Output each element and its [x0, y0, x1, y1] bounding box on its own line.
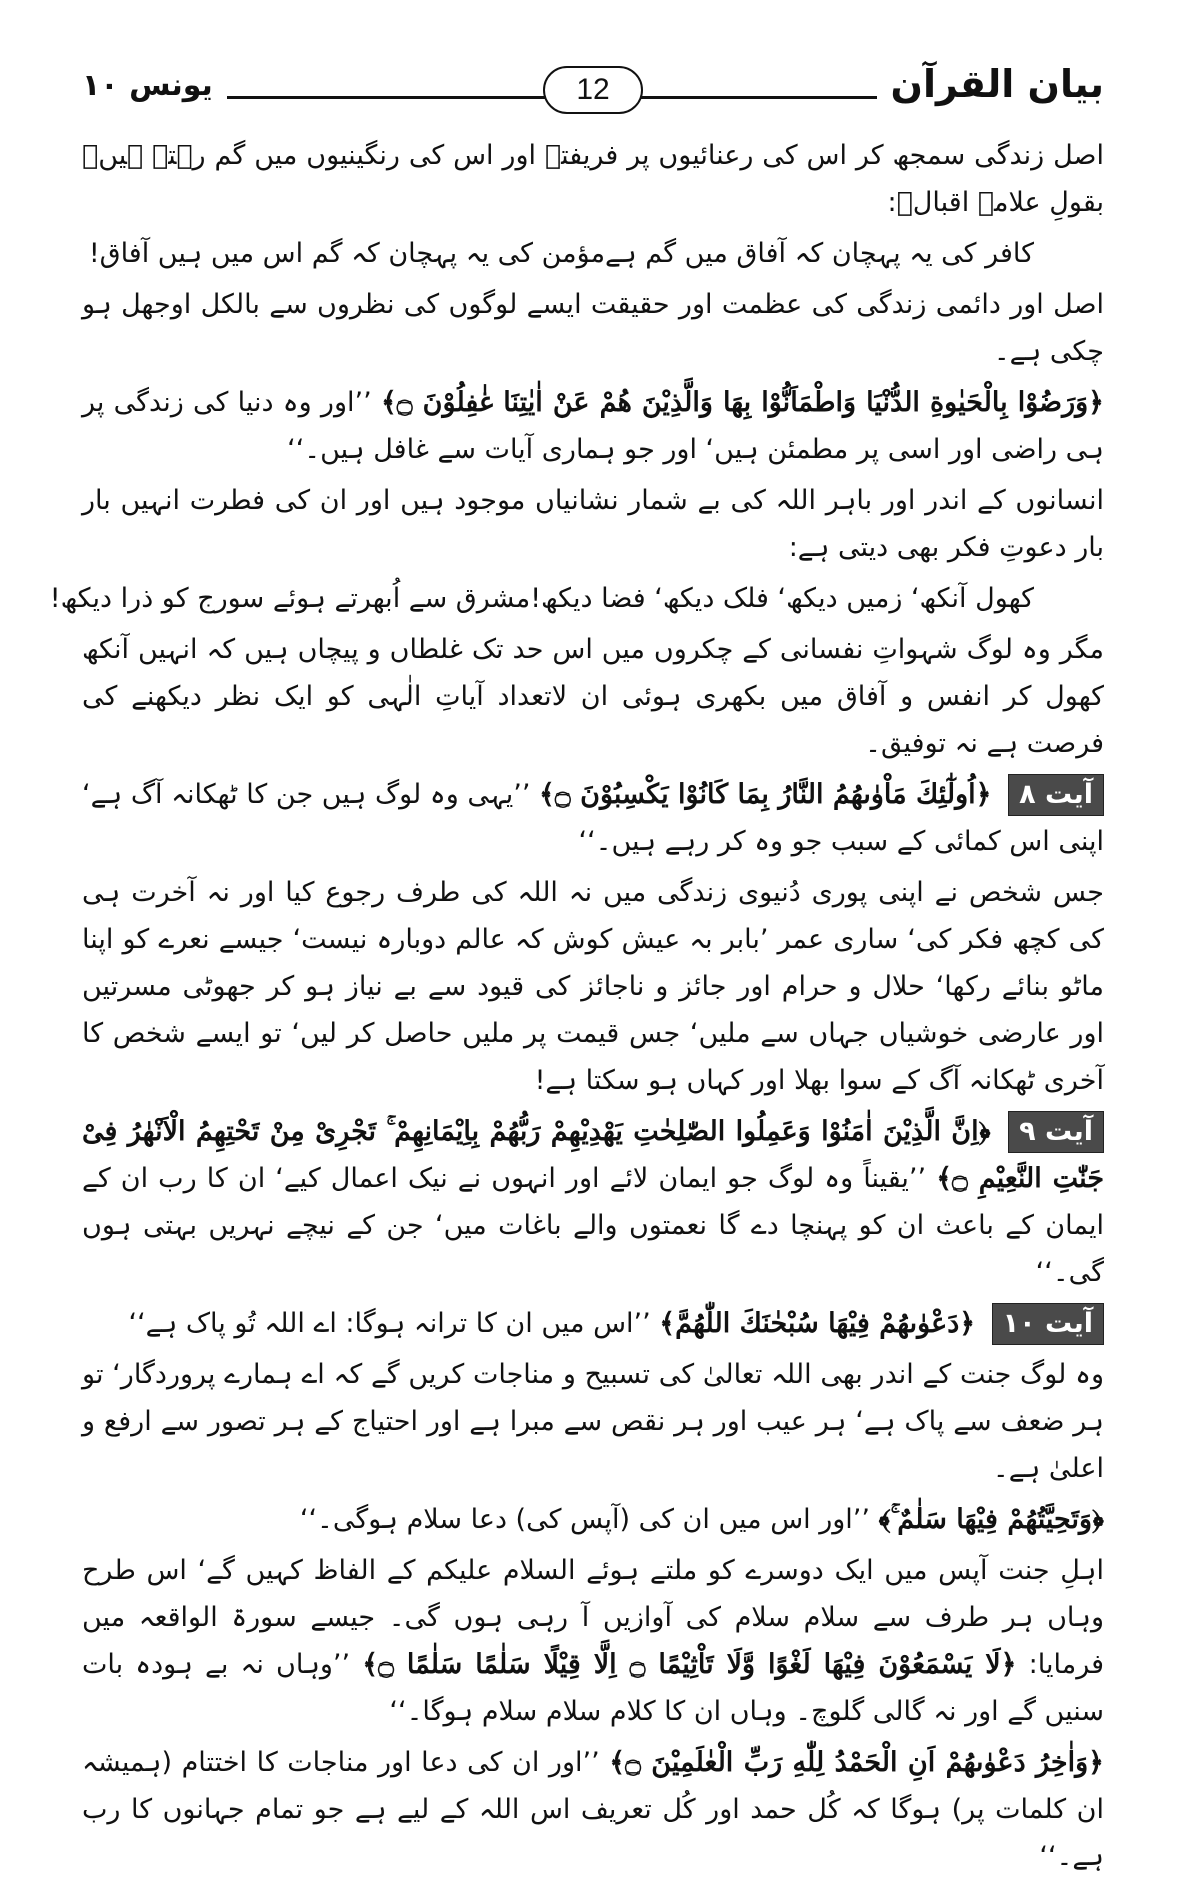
urdu-translation: ’’اس میں ان کا ترانہ ہوگا: اے اللہ تُو پاک ہے‘‘ [128, 1308, 651, 1339]
arabic-verse: ﴿وَاٰخِرُ دَعْوٰىهُمْ اَنِ الْحَمْدُ لِلّٰهِ رَبِّ الْعٰلَمِیْنَ ۝﴾ [609, 1747, 1104, 1778]
paragraph-text: اہلِ جنت آپس میں ایک دوسرے کو ملتے ہوئے السلام علیکم کے الفاظ کہیں گے‘ اس طرح وہاں ہر طرف سے سلام سلام کی آوازیں آ رہی ہوں گی۔ جیسے سورۃ الواقعہ میں فرمایا: [82, 1555, 1105, 1680]
urdu-translation: ’’یقیناً وہ لوگ جو ایمان لائے اور انہوں نے نیک اعمال کیے‘ ان کا رب ان کے ایمان کے باعث ان کو پہنچا دے گا نعمتوں والے باغات میں‘ جن کے نیچے نہریں بہتی ہوں گی۔‘‘ [82, 1163, 1104, 1288]
page-header [82, 62, 1104, 122]
paragraph [82, 1547, 1104, 1735]
urdu-translation: ’’یہی وہ لوگ ہیں جن کا ٹھکانہ آگ ہے‘ اپنی اس کمائی کے سبب جو وہ کر رہے ہیں۔‘‘ [82, 779, 1104, 857]
urdu-translation: ’’وہاں نہ بے ہودہ بات سنیں گے اور نہ گالی گلوچ۔ وہاں ان کا کلام سلام سلام ہوگا۔‘‘ [82, 1649, 1104, 1727]
arabic-verse: ﴿وَتَحِیَّتُهُمْ فِیْهَا سَلٰمٌ ۚ﴾ [878, 1504, 1104, 1535]
poem-verse: کافر کی یہ پہچان کہ آفاق میں گم ہے [605, 238, 1034, 269]
paragraph: اصل زندگی سمجھ کر اس کی رعنائیوں پر فریفتہ اور اس کی رنگینیوں میں گم رہتے ہیں۔ بقولِ علامہ اقبالؒ: [82, 140, 1104, 218]
arabic-verse: ﴿اِنَّ الَّذِیْنَ اٰمَنُوْا وَعَمِلُوا الصّٰلِحٰتِ یَهْدِیْهِمْ رَبُّهُمْ بِاِیْمَانِهِمْ ۚ تَجْرِیْ مِنْ تَحْتِهِمُ الْاَنْهٰرُ فِیْ جَنّٰتِ النَّعِیْمِ ۝﴾ [82, 1116, 1105, 1194]
paragraph: وہ لوگ جنت کے اندر بھی اللہ تعالیٰ کی تسبیح و مناجات کریں گے کہ اے ہمارے پروردگار‘ تو ہر ضعف سے پاک ہے‘ ہر عیب اور ہر نقص سے مبرا ہے اور احتیاج کے ہر تصور سے ارفع و اعلیٰ ہے۔ [82, 1359, 1104, 1484]
urdu-translation: ’’اور اس میں ان کی (آپس کی) دعا سلام ہوگی۔‘‘ [299, 1504, 870, 1535]
paragraph: مگر وہ لوگ شہواتِ نفسانی کے چکروں میں اس حد تک غلطاں و پیچاں ہیں کہ انہیں آنکھ کھول کر انفس و آفاق میں بکھری ہوئی ان لاتعداد آیاتِ الٰہی کو ایک نظر دیکھنے کی فرصت ہے نہ توفیق۔ [82, 634, 1104, 759]
surah-title: یونس ۱۰ [82, 68, 227, 103]
ayah-block [82, 771, 1104, 865]
ayah-number-badge: آیت ۱۰ [992, 1303, 1104, 1345]
page-number: 12 [543, 66, 643, 114]
ayah-number-badge: آیت ۹ [1008, 1111, 1104, 1153]
paragraph: اصل اور دائمی زندگی کی عظمت اور حقیقت ایسے لوگوں کی نظروں سے بالکل اوجھل ہو چکی ہے۔ [82, 289, 1104, 367]
ayah-block [82, 1108, 1104, 1296]
poem-verse: مؤمن کی یہ پہچان کہ گم اس میں ہیں آفاق! [88, 238, 606, 269]
paragraph: جس شخص نے اپنی پوری دُنیوی زندگی میں نہ اللہ کی طرف رجوع کیا اور نہ آخرت ہی کی کچھ فکر کی‘ ساری عمر ’بابر بہ عیش کوش کہ عالم دوبارہ نیست‘ جیسے نعرے کو اپنا ماٹو بنائے رکھا‘ حلال و حرام اور جائز و ناجائز کی قیود سے بے نیاز ہو کر جھوٹی مسرتیں اور عارضی خوشیاں جہاں سے ملیں‘ جس قیمت پر ملیں حاصل کر لیں‘ تو ایسے شخص کا آخری ٹھکانہ آگ کے سوا بھلا اور کہاں ہو سکتا ہے! [82, 877, 1104, 1096]
book-title: بیان القرآن [877, 62, 1104, 106]
urdu-translation: ’’اور وہ دنیا کی زندگی پر ہی راضی اور اسی پر مطمئن ہیں‘ اور جو ہماری آیات سے غافل ہیں۔‘‘ [82, 387, 1104, 465]
arabic-verse: ﴿وَرَضُوْا بِالْحَیٰوةِ الدُّنْیَا وَاطْمَاَنُّوْا بِهَا وَالَّذِیْنَ هُمْ عَنْ اٰیٰتِنَا غٰفِلُوْنَ ۝﴾ [380, 387, 1104, 418]
poem-couplet [49, 575, 1104, 622]
arabic-verse: ﴿اُولٰٓئِكَ مَاْوٰىهُمُ النَّارُ بِمَا كَانُوْا یَكْسِبُوْنَ ۝﴾ [539, 779, 992, 810]
poem-verse: مشرق سے اُبھرتے ہوئے سورج کو ذرا دیکھ! [49, 583, 531, 614]
ayah-block [82, 1496, 1104, 1543]
ayah-block [82, 1739, 1104, 1880]
poem-verse: کھول آنکھ‘ زمیں دیکھ‘ فلک دیکھ‘ فضا دیکھ! [530, 583, 1034, 614]
page-body [49, 132, 1105, 1884]
arabic-verse: ﴿لَا یَسْمَعُوْنَ فِیْهَا لَغْوًا وَّلَا تَاْثِیْمًا ۝ اِلَّا قِیْلًا سَلٰمًا سَلٰمًا ۝﴾ [362, 1649, 1017, 1680]
ayah-block [82, 1300, 1104, 1347]
arabic-verse: ﴿دَعْوٰىهُمْ فِیْهَا سُبْحٰنَكَ اللّٰهُمَّ﴾ [659, 1308, 976, 1339]
ayah-number-badge: آیت ۸ [1008, 774, 1104, 816]
paragraph: انسانوں کے اندر اور باہر اللہ کی بے شمار نشانیاں موجود ہیں اور ان کی فطرت انہیں بار بار دعوتِ فکر بھی دیتی ہے: [82, 485, 1104, 563]
urdu-translation: ’’اور ان کی دعا اور مناجات کا اختتام (ہمیشہ ان کلمات پر) ہوگا کہ کُل حمد اور کُل تعریف اس اللہ کے لیے ہے جو تمام جہانوں کا رب ہے۔‘‘ [82, 1747, 1104, 1872]
poem-couplet [82, 230, 1104, 277]
ayah-block [82, 379, 1104, 473]
